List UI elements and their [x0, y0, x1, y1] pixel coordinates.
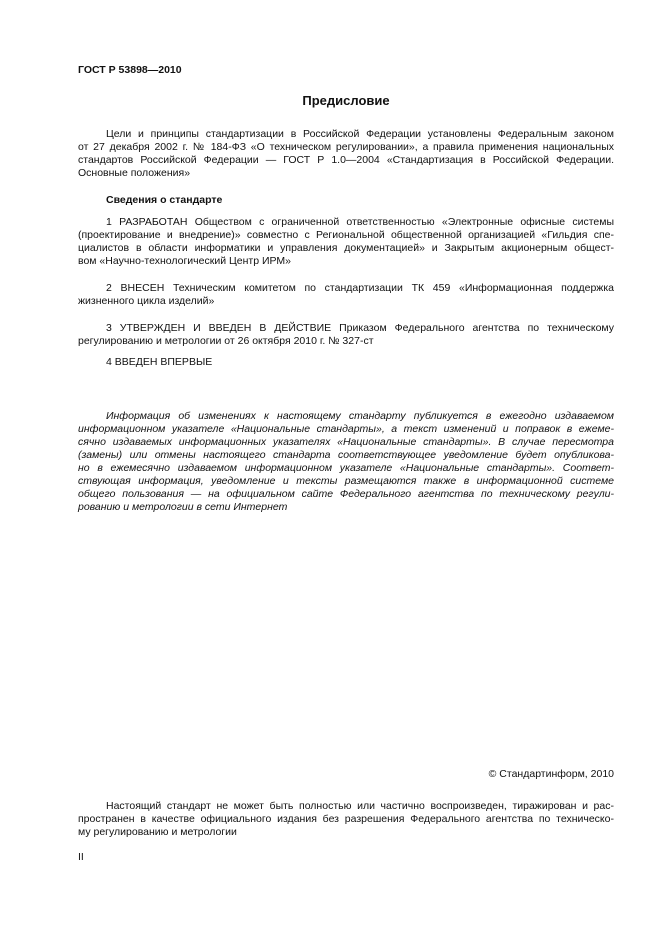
item-1-line: вом «Научно-технологический Центр ИРМ» [78, 255, 291, 267]
notice-line: рованию и метрологии в сети Интернет [78, 501, 288, 513]
item-1-paragraph [78, 216, 614, 268]
intro-line: Цели и принципы стандартизации в Российской Федерации установлены Федеральным законом [106, 128, 614, 140]
reproduction-line: му регулированию и метрологии [78, 826, 237, 838]
item-1-line: (проектирование и внедрение)» совместно с Региональной общественной организацией «Гильдия спе- [78, 229, 614, 241]
notice-line: сячно издаваемых информационных указателях «Национальные стандарты». В случае пересмотра [78, 436, 614, 448]
item-2-paragraph [78, 282, 614, 308]
notice-line: (замены) или отмены настоящего стандарта соответствующее уведомление будет опубликова- [78, 449, 614, 461]
reproduction-line: Настоящий стандарт не может быть полностью или частично воспроизведен, тиражирован и рас- [106, 800, 614, 812]
notice-line: Информация об изменениях к настоящему стандарту публикуется в ежегодно издаваемом [106, 410, 614, 422]
intro-paragraph [78, 128, 614, 180]
reproduction-line: пространен в качестве официального издания без разрешения Федерального агентства по техническо- [78, 813, 614, 825]
notice-paragraph [78, 410, 614, 514]
item-3-line: регулированию и метрологии от 26 октября 2010 г. № 327-ст [78, 335, 374, 347]
notice-line: но в ежемесячно издаваемом информационном указателе «Национальные стандарты». Соответ- [78, 462, 614, 474]
page-title: Предисловие [302, 93, 390, 108]
page-number: II [78, 851, 84, 863]
item-2-line: 2 ВНЕСЕН Техническим комитетом по стандартизации ТК 459 «Информационная поддержка [106, 282, 614, 294]
document-header: ГОСТ Р 53898—2010 [78, 64, 182, 76]
item-1-line: циалистов в области информатики и управления документацией» и Закрытым акционерным общест- [78, 242, 614, 254]
intro-line: Основные положения» [78, 167, 191, 179]
notice-line: общего пользования — на официальном сайте Федерального агентства по техническому регули- [78, 488, 614, 500]
copyright-line: © Стандартинформ, 2010 [488, 768, 614, 780]
intro-line: стандартов Российской Федерации — ГОСТ Р 1.0—2004 «Стандартизация в Российской Федерации. [78, 154, 614, 166]
item-3-paragraph [78, 322, 614, 348]
notice-line: ствующая информация, уведомление и тексты размещаются также в информационной системе [78, 475, 614, 487]
reproduction-paragraph [78, 800, 614, 839]
info-heading: Сведения о стандарте [106, 194, 223, 206]
item-4-paragraph: 4 ВВЕДЕН ВПЕРВЫЕ [106, 356, 213, 368]
item-3-line: 3 УТВЕРЖДЕН И ВВЕДЕН В ДЕЙСТВИЕ Приказом Федерального агентства по техническому [106, 322, 614, 334]
notice-line: информационном указателе «Национальные стандарты», а текст изменений и поправок в ежеме- [78, 423, 614, 435]
intro-line: от 27 декабря 2002 г. № 184-ФЗ «О техническом регулировании», а правила применения национальных [78, 141, 614, 153]
item-2-line: жизненного цикла изделий» [78, 295, 215, 307]
item-1-line: 1 РАЗРАБОТАН Обществом с ограниченной ответственностью «Электронные офисные системы [106, 216, 614, 228]
